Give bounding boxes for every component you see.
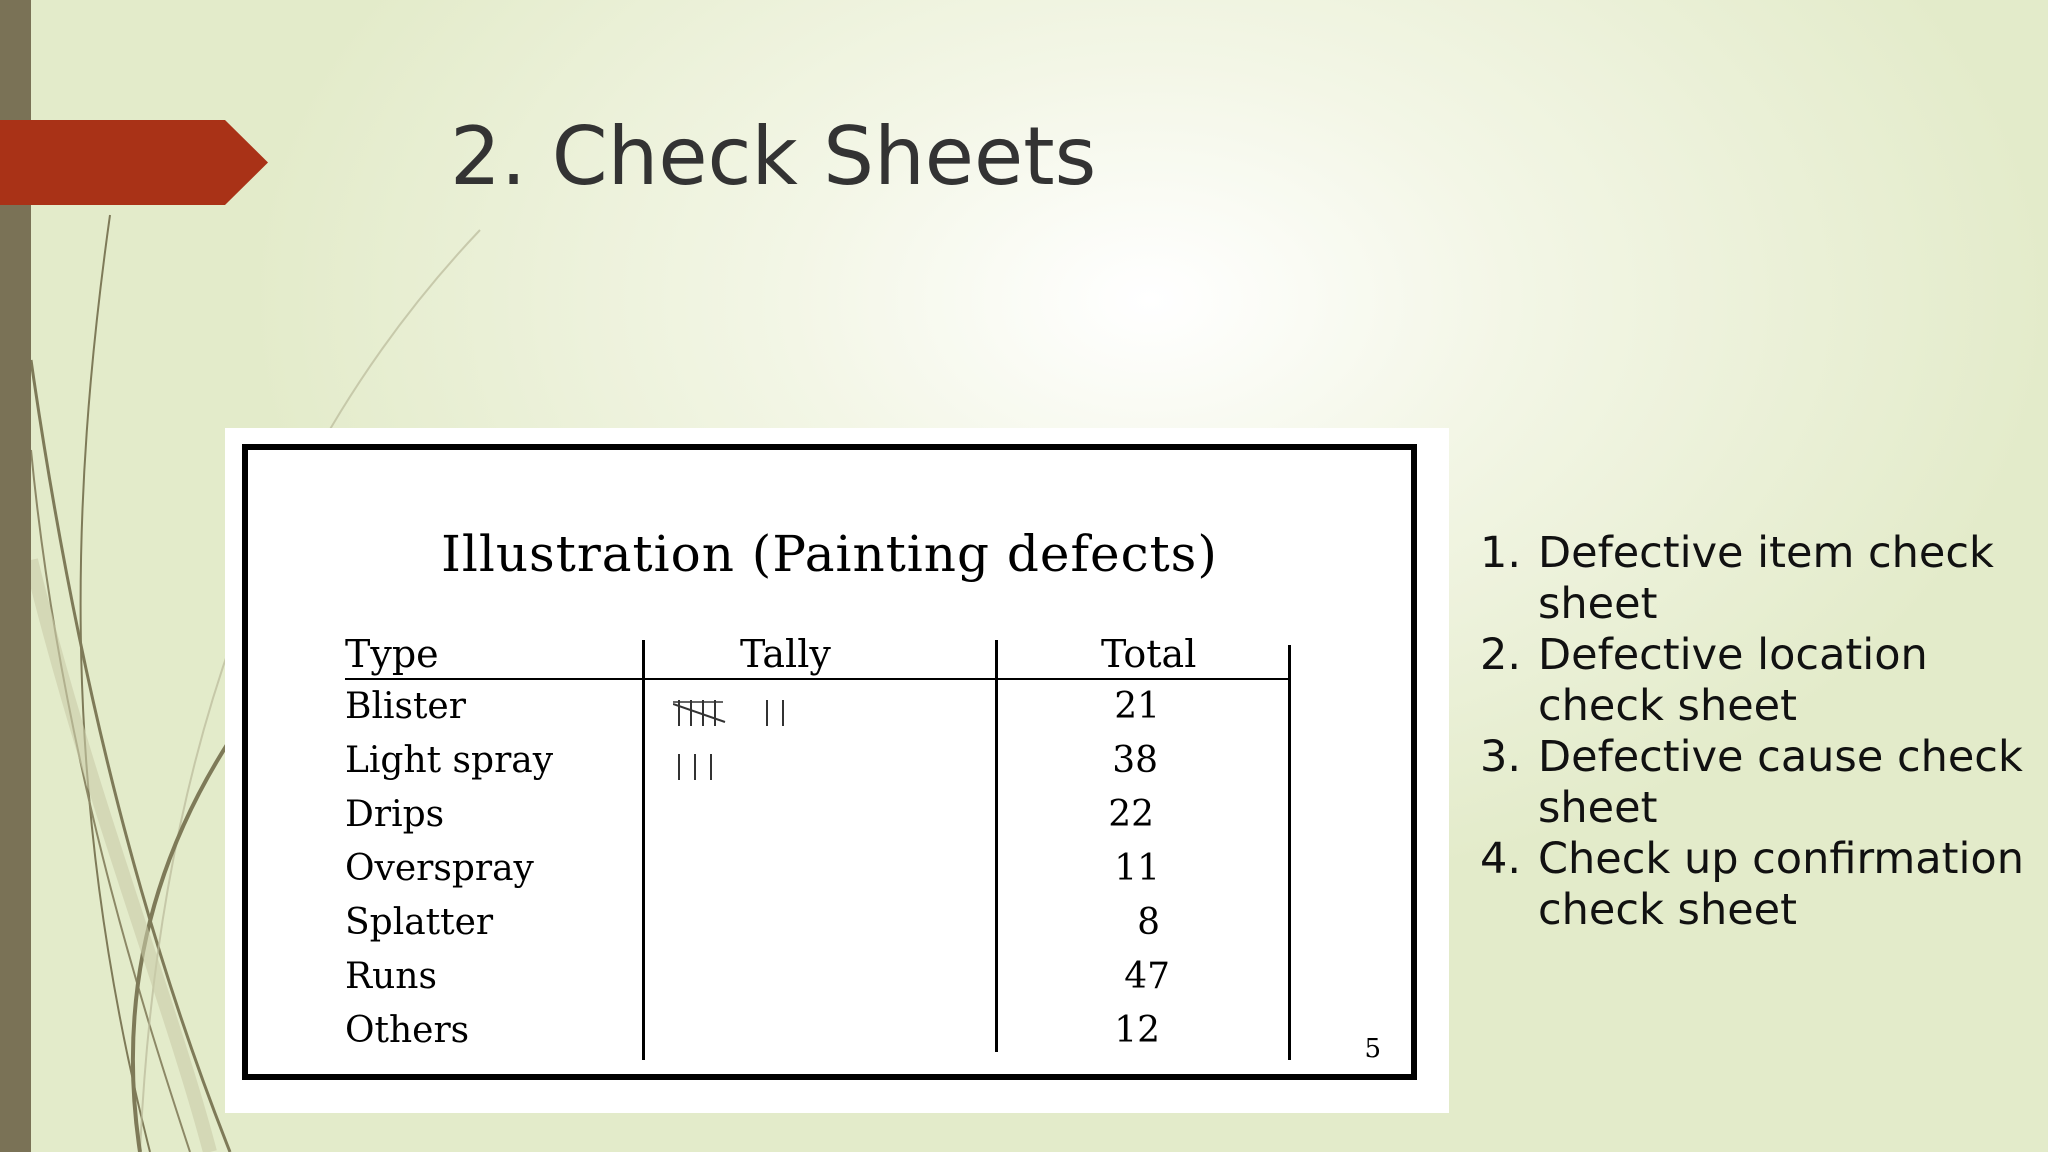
tally-marks-light-spray xyxy=(673,750,743,786)
list-number: 1. xyxy=(1480,528,1522,578)
list-item xyxy=(1480,630,2040,732)
slide-title: 2. Check Sheets xyxy=(450,110,1097,203)
tally-marks-blister xyxy=(673,696,813,732)
row-type: Drips xyxy=(345,794,445,835)
check-sheet-types-list xyxy=(1480,528,2040,936)
row-total: 38 xyxy=(1112,740,1158,781)
check-sheet-table xyxy=(248,450,1411,1074)
row-total: 12 xyxy=(1114,1010,1160,1051)
row-type: Splatter xyxy=(345,902,494,943)
row-total: 47 xyxy=(1124,956,1170,997)
row-type: Others xyxy=(345,1010,470,1051)
list-number: 3. xyxy=(1480,732,1522,782)
row-type: Overspray xyxy=(345,848,534,889)
list-number: 2. xyxy=(1480,630,1522,680)
row-type: Light spray xyxy=(345,740,554,781)
figure-title: Illustration (Painting defects) xyxy=(441,525,1218,583)
row-type: Runs xyxy=(345,956,437,997)
check-sheet-figure xyxy=(225,428,1449,1113)
header-rule xyxy=(345,678,1290,680)
column-divider-2 xyxy=(995,640,998,1052)
list-item xyxy=(1480,834,2040,936)
row-total: 22 xyxy=(1108,794,1154,835)
header-type: Type xyxy=(345,632,439,676)
row-total: 11 xyxy=(1114,848,1160,889)
list-text: Defective location check sheet xyxy=(1538,630,1928,731)
column-divider-1 xyxy=(642,640,645,1060)
row-type: Blister xyxy=(345,686,466,727)
figure-page-number: 5 xyxy=(1364,1034,1381,1064)
list-number: 4. xyxy=(1480,834,1522,884)
column-divider-3 xyxy=(1288,645,1291,1060)
row-total: 21 xyxy=(1114,686,1160,727)
header-total: Total xyxy=(1101,632,1197,676)
row-total: 8 xyxy=(1137,902,1160,943)
header-tally: Tally xyxy=(740,632,831,676)
list-text: Defective item check sheet xyxy=(1538,528,1994,629)
figure-frame xyxy=(242,444,1417,1080)
list-text: Defective cause check sheet xyxy=(1538,732,2023,833)
list-text: Check up confirmation check sheet xyxy=(1538,834,2024,935)
list-item xyxy=(1480,732,2040,834)
title-arrow-shape xyxy=(0,120,268,205)
list-item xyxy=(1480,528,2040,630)
